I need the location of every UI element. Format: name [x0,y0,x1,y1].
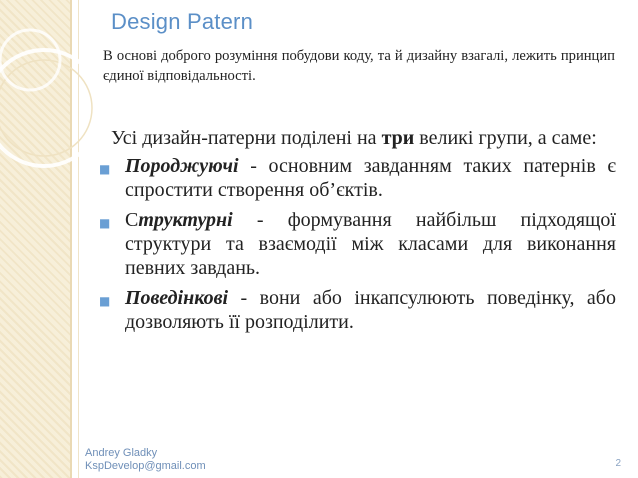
list-item [99,286,616,334]
bullet-term: Породжуючі [125,155,239,177]
footer-email: KspDevelop@gmail.com [85,460,206,472]
intro-paragraph: В основі доброго розуміння побудови коду, та й дизайну взагалі, лежить принцип єдиної відповідальності. [103,48,615,84]
bullet-term: Поведінкові [125,287,229,309]
bullet-term: труктурні [138,209,233,231]
main-content [99,126,616,340]
bullet-icon: ■ [99,162,111,176]
bullet-icon: ■ [99,294,111,308]
page-number: 2 [615,458,621,469]
slide-title: Design Patern [111,9,254,34]
lead-text-before: Усі дизайн-патерни поділені на [111,127,382,149]
decorative-circles [0,0,100,478]
footer [85,447,206,473]
bullet-description: - вони або інкапсулюють поведінку, або дозволяють її розподілити. [125,287,616,333]
lead-paragraph [103,126,616,150]
bullet-icon: ■ [99,216,111,230]
bullet-description: - формування найбільш підходящої структури та взаємодії між класами для виконання певних завдань. [125,209,616,279]
pattern-groups-list [99,154,616,334]
bullet-prefix: С [125,209,139,231]
list-item [99,154,616,202]
footer-author: Andrey Gladky [85,447,158,459]
lead-text-after: великі групи, а саме: [414,127,597,149]
lead-emphasis: три [381,127,415,149]
bullet-description: - основним завданням таких патернів є спростити створення об’єктів. [125,155,616,201]
list-item [99,208,616,280]
